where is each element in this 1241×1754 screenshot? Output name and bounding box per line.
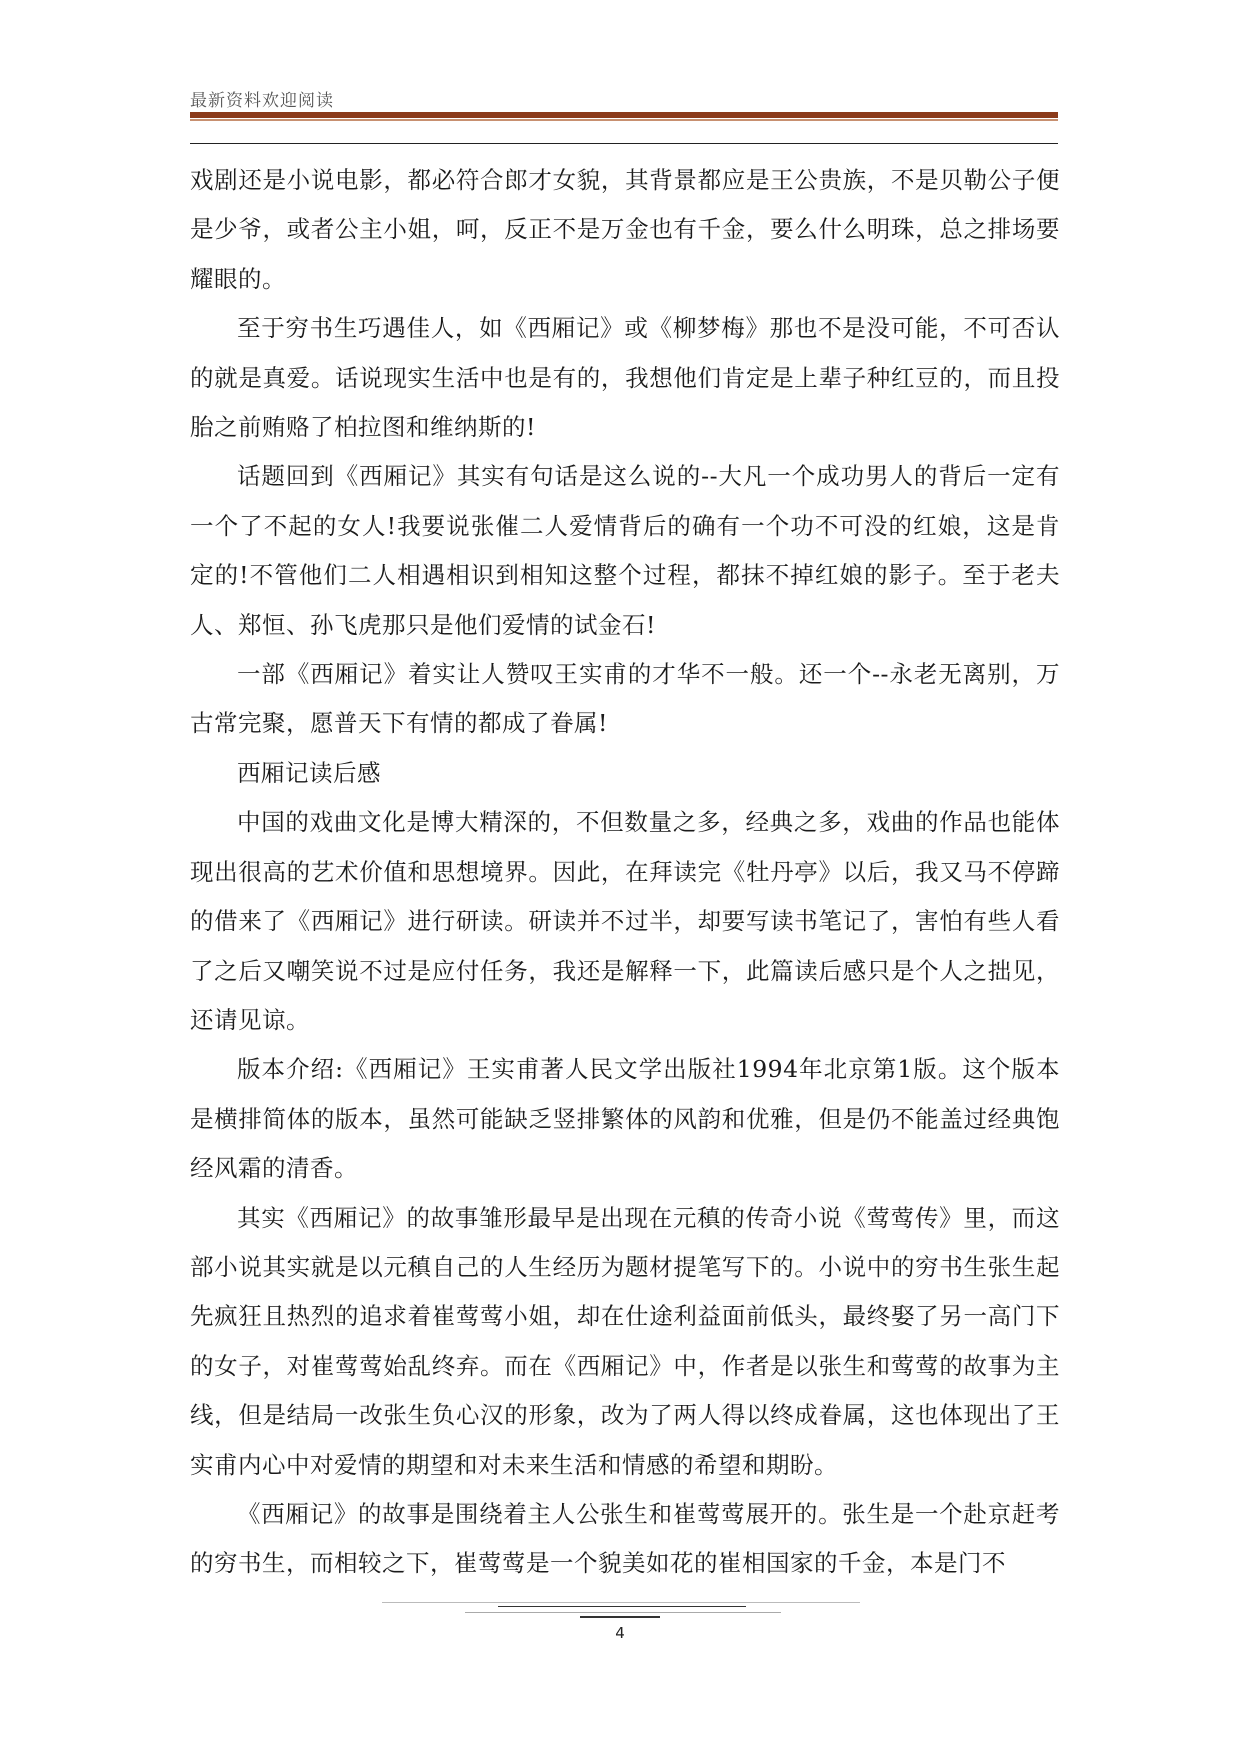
footer-rule-1 [382,1602,860,1603]
paragraph: 一部《西厢记》着实让人赞叹王实甫的才华不一般。还一个--永老无离别，万古常完聚，愿普天下有情的都成了眷属! [190,660,1060,738]
page-number: 4 [615,1624,625,1642]
footer-rule-4 [580,1616,660,1618]
header-rule-thin [190,119,1058,121]
section-title: 西厢记读后感 [237,758,381,787]
paragraph: 话题回到《西厢记》其实有句话是这么说的--大凡一个成功男人的背后一定有一个了不起的女人!我要说张催二人爱情背后的确有一个功不可没的红娘，这是肯定的!不管他们二人相遇相识到相知这整个过程，都抹不掉红娘的影子。至于老夫人、郑恒、孙飞虎那只是他们爱情的试金石! [190,462,1060,639]
paragraph: 版本介绍:《西厢记》王实甫著人民文学出版社1994年北京第1版。这个版本是横排简体的版本，虽然可能缺乏竖排繁体的风韵和优雅，但是仍不能盖过经典饱经风霜的清香。 [190,1055,1060,1183]
header-rule-black [190,143,1058,144]
footer-rule-3 [465,1612,781,1613]
paragraph: 至于穷书生巧遇佳人，如《西厢记》或《柳梦梅》那也不是没可能，不可否认的就是真爱。话说现实生活中也是有的，我想他们肯定是上辈子种红豆的，而且投胎之前贿赂了柏拉图和维纳斯的! [190,314,1060,442]
header-title: 最新资料欢迎阅读 [190,91,334,111]
paragraph: 中国的戏曲文化是博大精深的，不但数量之多，经典之多，戏曲的作品也能体现出很高的艺术价值和思想境界。因此，在拜读完《牡丹亭》以后，我又马不停蹄的借来了《西厢记》进行研读。研读并不过半，却要写读书笔记了，害怕有些人看了之后又嘲笑说不过是应付任务，我还是解释一下，此篇读后感只是个人之拙见，还请见谅。 [190,808,1060,1034]
paragraph: 《西厢记》的故事是围绕着主人公张生和崔莺莺展开的。张生是一个赴京赶考的穷书生，而相较之下，崔莺莺是一个貌美如花的崔相国家的千金，本是门不 [190,1499,1060,1578]
body-text [190,156,1060,1589]
footer-rule-2 [498,1606,746,1607]
paragraph: 戏剧还是小说电影，都必符合郎才女貌，其背景都应是王公贵族，不是贝勒公子便是少爷，或者公主小姐，呵，反正不是万金也有千金，要么什么明珠，总之排场要耀眼的。 [190,166,1060,293]
header-rule-thick [190,112,1058,118]
paragraph: 其实《西厢记》的故事雏形最早是出现在元稹的传奇小说《莺莺传》里，而这部小说其实就是以元稹自己的人生经历为题材提笔写下的。小说中的穷书生张生起先疯狂且热烈的追求着崔莺莺小姐，却在仕途利益面前低头，最终娶了另一高门下的女子，对崔莺莺始乱终弃。而在《西厢记》中，作者是以张生和莺莺的故事为主线，但是结局一改张生负心汉的形象，改为了两人得以终成眷属，这也体现出了王实甫内心中对爱情的期望和对未来生活和情感的希望和期盼。 [190,1203,1060,1479]
